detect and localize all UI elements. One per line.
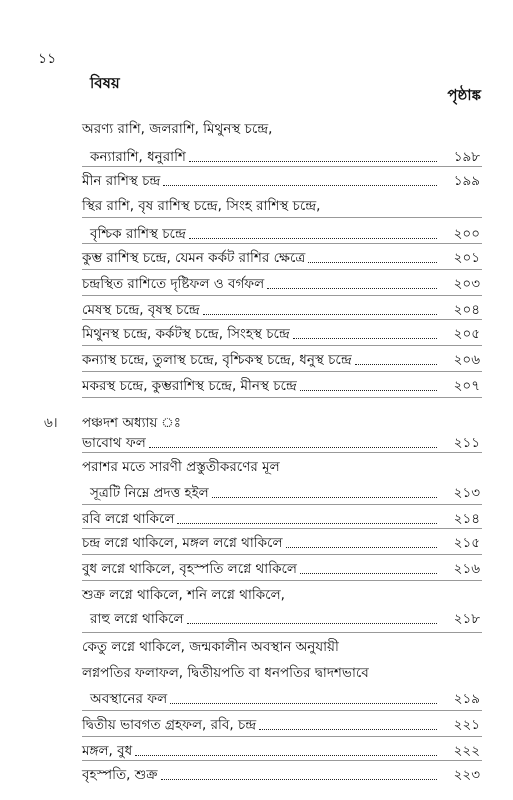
toc-entry-page: ২০৭ [453,378,480,394]
toc-entry [82,299,480,319]
row-divider [82,243,482,244]
toc-entry [82,508,480,528]
subject-header: বিষয় [90,74,120,92]
toc-entry-page: ২২৩ [453,767,480,783]
toc-entry [82,532,480,552]
toc-entry [90,482,480,502]
toc-entry [90,688,480,708]
toc-entry [82,584,480,604]
toc-entry-text: মকরস্থ চন্দ্রে, কুম্ভরাশিস্থ চন্দ্রে, মীনস্থ চন্দ্রে [82,378,297,394]
toc-entry-text: স্থির রাশি, বৃষ রাশিস্থ চন্দ্রে, সিংহ রাশিস্থ চন্দ্রে, [82,198,321,214]
toc-entry [82,432,480,452]
toc-entry [90,608,480,628]
row-divider [82,397,482,398]
toc-entry-text: কেতু লগ্নে থাকিলে, জন্মকালীন অবস্থান অনুযায়ী [82,639,339,655]
row-divider [82,504,482,505]
toc-entry [82,558,480,578]
toc-entry [82,456,480,476]
row-divider [82,319,482,320]
dot-leader [300,389,437,391]
toc-entry-text: রবি লগ্নে থাকিলে [82,511,175,527]
dot-leader [170,702,437,704]
row-divider [82,528,482,529]
toc-entry-page: ২১১ [453,435,480,451]
row-divider [82,452,482,453]
section-title: পঞ্চদশ অধ্যায় ঃ [82,415,181,431]
toc-entry-page: ২২২ [453,743,480,759]
toc-entry [82,636,480,656]
toc-entry-text: দ্বিতীয় ভাবগত গ্রহফল, রবি, চন্দ্র [82,717,257,733]
row-divider [82,217,482,218]
dot-leader [308,261,437,263]
dot-leader [161,778,437,780]
toc-entry-text: অবস্থানের ফল [90,691,168,707]
toc-entry-text: শুক্র লগ্নে থাকিলে, শনি লগ্নে থাকিলে, [82,587,285,603]
toc-entry-page: ২১৪ [453,511,480,527]
toc-entry [82,118,480,138]
dot-leader [293,337,437,339]
toc-entry-text: মীন রাশিস্থ চন্দ্র [82,173,161,189]
dot-leader [259,728,437,730]
toc-entry [82,195,480,215]
row-divider [82,295,482,296]
toc-entry [90,223,480,243]
toc-entry [82,323,480,343]
toc-entry [82,662,480,682]
dot-leader [267,287,437,289]
toc-entry [82,247,480,267]
toc-entry-page: ২২১ [453,717,480,733]
dot-leader [163,184,437,186]
toc-entry-text: অরণ্য রাশি, জলরাশি, মিথুনস্থ চন্দ্রে, [82,121,273,137]
row-divider [82,166,482,167]
toc-entry [90,146,480,166]
dot-leader [177,522,437,524]
toc-entry-page: ২১৮ [453,611,480,627]
toc-entry-text: মিথুনস্থ চন্দ্রে, কর্কটস্থ চন্দ্রে, সিংহস্থ চন্দ্রে [82,326,290,342]
toc-entry-text: সূত্রটি নিম্নে প্রদত্ত হইল [90,485,209,501]
toc-entry-page: ২০১ [453,250,480,266]
dot-leader [187,622,437,624]
toc-entry-text: মঙ্গল, বুধ [82,743,133,759]
dot-leader [149,446,437,448]
toc-entry-text: চন্দ্র লগ্নে থাকিলে, মঙ্গল লগ্নে থাকিলে [82,535,283,551]
row-divider [82,632,482,633]
row-divider [82,710,482,711]
dot-leader [300,572,437,574]
row-divider [82,760,482,761]
row-divider [82,736,482,737]
row-divider [82,269,482,270]
toc-entry-page: ২১৯ [453,691,480,707]
toc-entry [82,273,480,293]
toc-entry-text: পরাশর মতে সারণী প্রস্তুতীকরণের মূল [82,459,280,475]
toc-entry-page: ২০৫ [453,326,480,342]
dot-leader [212,496,437,498]
page-number: ১১ [38,51,57,67]
toc-entry-text: চন্দ্রস্থিত রাশিতে দৃষ্টিফল ও বর্গফল [82,276,265,292]
page-column-header: পৃষ্ঠাঙ্ক [447,86,481,104]
toc-entry-text: মেষস্থ চন্দ্রে, বৃষস্থ চন্দ্রে [82,302,200,318]
toc-entry-text: কুম্ভ রাশিস্থ চন্দ্রে, যেমন কর্কট রাশির ক্ষেত্রে [82,250,306,266]
toc-entry [82,764,480,784]
dot-leader [135,754,437,756]
toc-entry-text: লগ্নপতির ফলাফল, দ্বিতীয়পতি বা ধনপতির দ্বাদশভাবে [82,665,369,681]
toc-entry-text: কন্যাস্থ চন্দ্রে, তুলাস্থ চন্দ্রে, বৃশ্চিকস্থ চন্দ্রে, ধনুস্থ চন্দ্রে [82,352,352,368]
dot-leader [203,313,437,315]
toc-entry-page: ২০৬ [453,352,480,368]
toc-entry-page: ২০৩ [453,276,480,292]
row-divider [82,345,482,346]
toc-entry-text: বৃহস্পতি, শুক্র [82,767,158,783]
toc-entry [82,714,480,734]
toc-entry-page: ২১৫ [453,535,480,551]
toc-entry [82,740,480,760]
dot-leader [355,363,437,365]
dot-leader [189,160,437,162]
dot-leader [286,546,437,548]
row-divider [82,554,482,555]
toc-entry-page: ২০০ [453,226,480,242]
section-number: ৬। [44,415,58,431]
toc-entry-page: ২০৪ [453,302,480,318]
toc-entry-text: বুধ লগ্নে থাকিলে, বৃহস্পতি লগ্নে থাকিলে [82,561,297,577]
toc-entry-page: ২১৬ [453,561,480,577]
toc-entry-page: ১৯৯ [453,173,480,189]
toc-entry [82,375,480,395]
toc-entry [82,170,480,190]
toc-entry-text: রাহু লগ্নে থাকিলে [90,611,184,627]
row-divider [82,371,482,372]
toc-entry [82,349,480,369]
toc-entry-page: ২১৩ [453,485,480,501]
toc-entry-text: বৃশ্চিক রাশিস্থ চন্দ্রে [90,226,186,242]
toc-entry-text: কন্যারাশি, ধনুরাশি [90,149,186,165]
row-divider [82,580,482,581]
dot-leader [189,237,437,239]
toc-entry-text: ভাবোথ ফল [82,435,146,451]
toc-entry-page: ১৯৮ [453,149,480,165]
